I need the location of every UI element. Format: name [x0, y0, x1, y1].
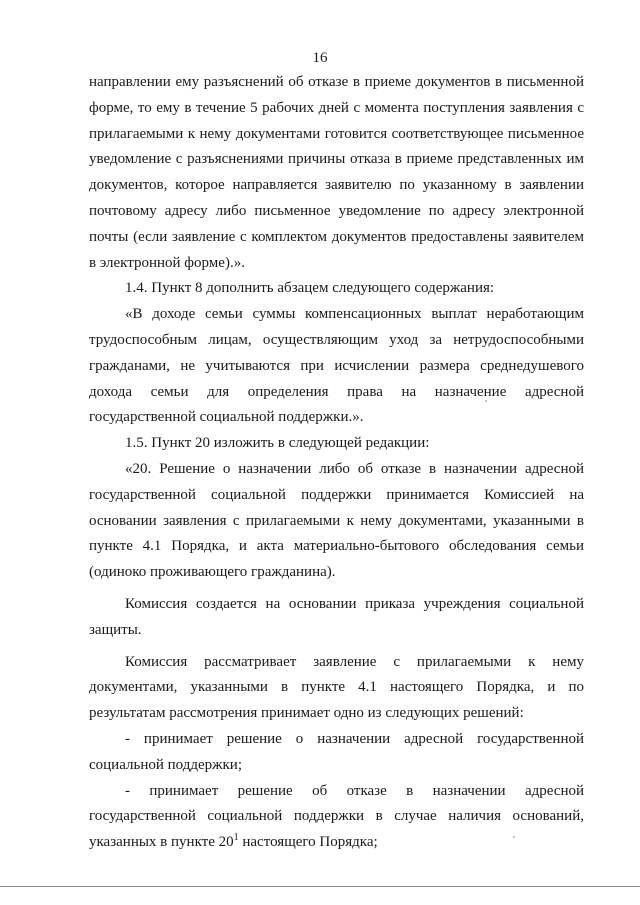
- paragraph-commission-reviews: Комиссия рассматривает заявление с прилагаемыми к нему документами, указанными в пункте 4.1 настоящего Порядка, и по результатам рассмотрения принимает одно из следующих решений:: [89, 653, 584, 722]
- list-item-grant: - принимает решение о назначении адресной государственной социальной поддержки;: [89, 730, 584, 773]
- paragraph-item-1-4: 1.4. Пункт 8 дополнить абзацем следующего содержания:: [125, 280, 495, 297]
- paragraph-quote-income: «В доходе семьи суммы компенсационных выплат неработающим трудоспособным лицам, осуществляющим уход за нетрудоспособными гражданами, не учитываются при исчислении размера среднедушевого дохода семьи для определения права на назначение адресной государственной социальной поддержки.».: [89, 306, 584, 426]
- list-item-refuse-tail: настоящего Порядка;: [238, 834, 378, 851]
- document-body: [89, 70, 584, 856]
- paragraph-commission-created: Комиссия создается на основании приказа учреждения социальной защиты.: [89, 595, 584, 638]
- paragraph-item-1-5: 1.5. Пункт 20 изложить в следующей редакции:: [125, 435, 430, 452]
- paragraph-quote-20: «20. Решение о назначении либо об отказе в назначении адресной государственной социальной поддержки принимается Комиссией на основании заявления с прилагаемыми к нему документами, указанными в пункте 4.1 Порядка, и акта материально-бытового обследования семьи (одиноко проживающего гражданина).: [89, 460, 584, 581]
- scan-speck: [513, 836, 515, 838]
- scan-edge-line: [0, 886, 640, 887]
- paragraph-continuation: направлении ему разъяснений об отказе в приеме документов в письменной форме, то ему в течение 5 рабочих дней с момента поступления заявления с прилагаемыми к нему документами готовится соответствующее письменное уведомление с разъяснениями причины отказа в приеме представленных им документов, которое направляется заявителю по указанному в заявлении почтовому адресу либо письменное уведомление по адресу электронной почты (если заявление с комплектом документов предоставлены заявителем в электронной форме).».: [89, 74, 584, 271]
- page-number: 16: [312, 50, 328, 66]
- list-item-refuse-text: - принимает решение об отказе в назначении адресной государственной социальной поддержки в случае наличия оснований, указанных в пункте 20: [89, 782, 584, 851]
- list-item-refuse: [89, 779, 584, 856]
- scan-speck: [485, 400, 487, 402]
- superscript-mark: 1: [233, 832, 239, 844]
